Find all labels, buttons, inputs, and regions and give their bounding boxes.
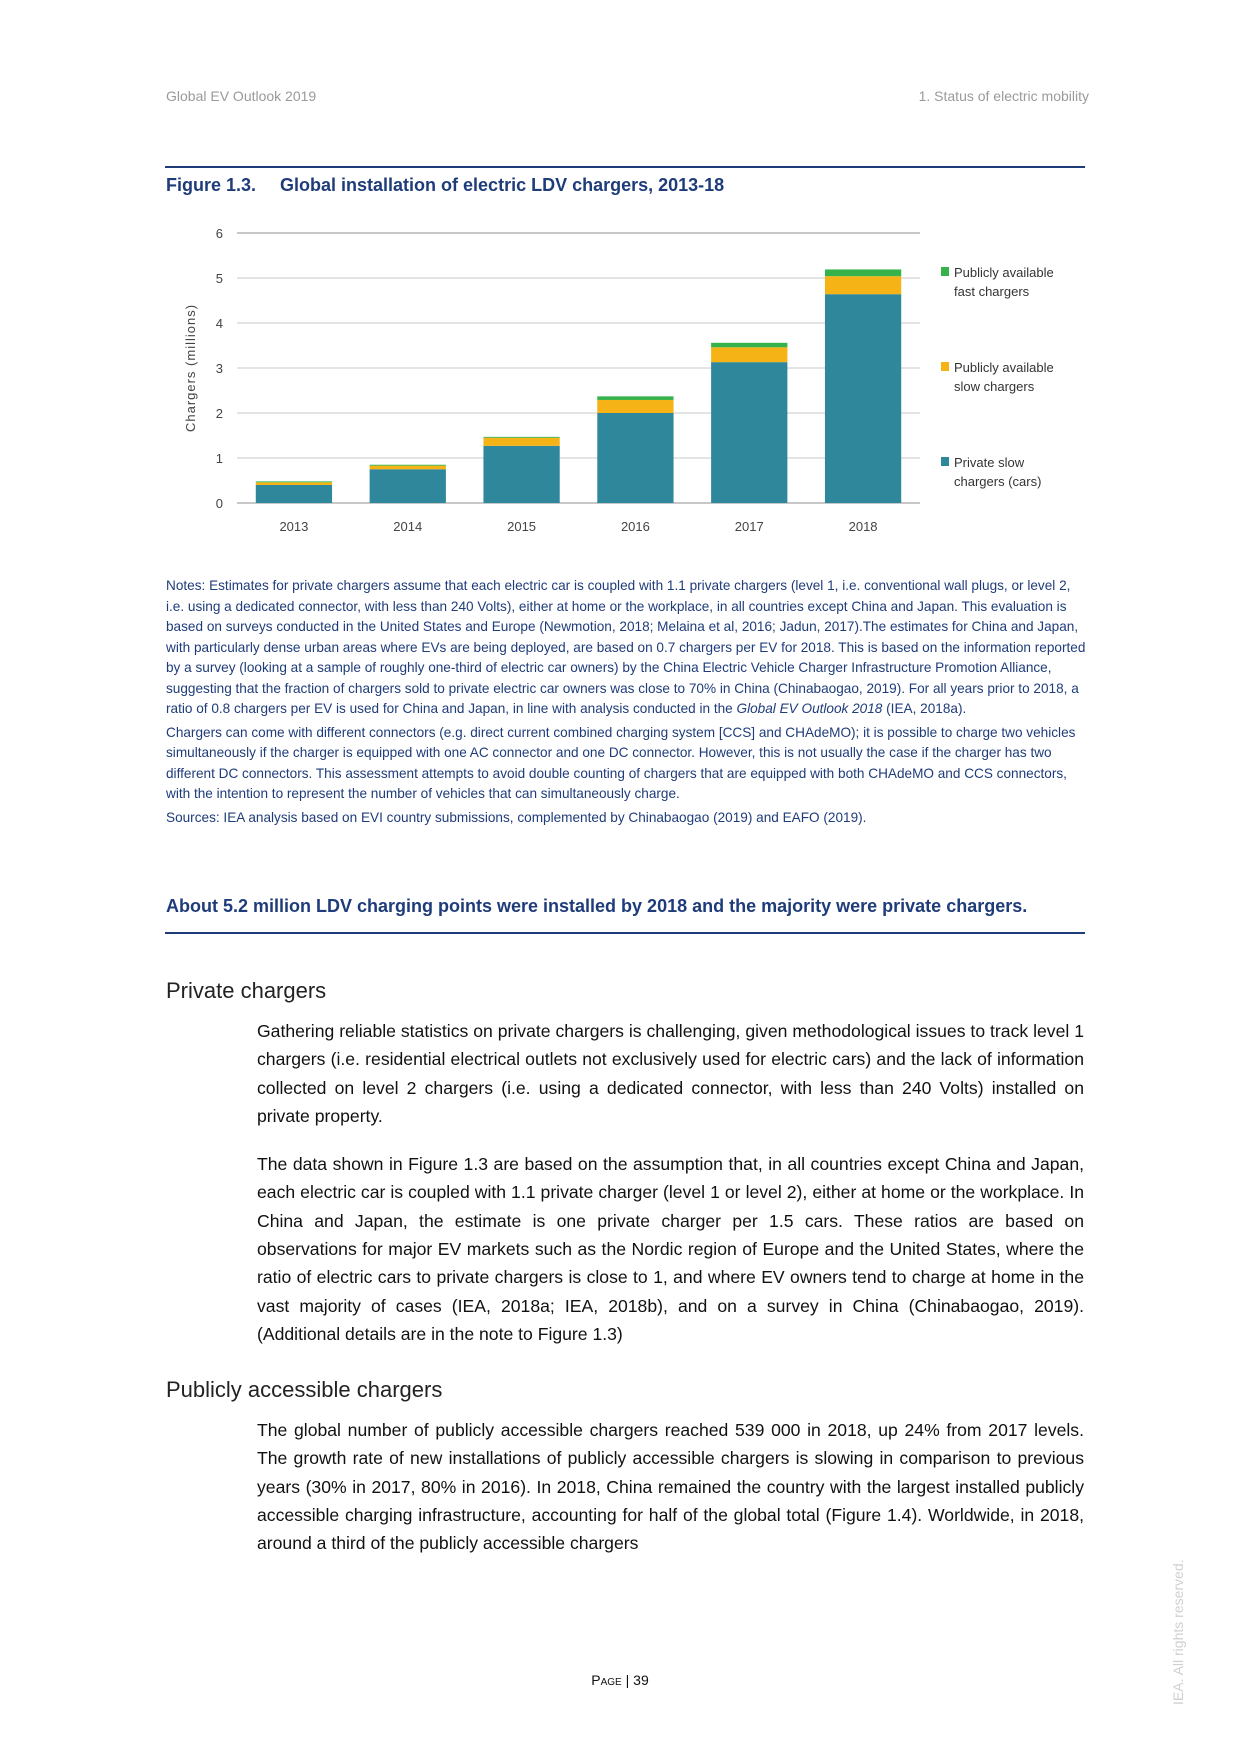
bar-segment — [825, 269, 901, 276]
page-footer — [0, 1672, 1240, 1688]
page-label: Page — [591, 1672, 622, 1688]
body-paragraph: Gathering reliable statistics on private chargers is challenging, given methodological issues to track level 1 chargers (i.e. residential electrical outlets not exclusively used for electric cars) and the lack of information collected on level 2 chargers (i.e. using a dedicated connector, with less than 240 Volts) installed on private property. — [257, 1021, 1084, 1126]
bar-segment — [483, 437, 559, 438]
y-tick-label: 6 — [215, 226, 223, 241]
notes-text: (IEA, 2018a). — [882, 701, 967, 716]
figure-top-rule — [165, 166, 1085, 168]
page-number: 39 — [633, 1672, 649, 1688]
notes-italic-title: Global EV Outlook 2018 — [736, 701, 883, 716]
legend-label: Publicly available slow chargers — [954, 360, 1054, 394]
bar-segment — [256, 481, 332, 482]
page-separator: | — [621, 1672, 634, 1688]
notes-paragraph-1 — [166, 576, 1086, 720]
x-tick-label: 2015 — [507, 519, 537, 534]
bar-segment — [825, 276, 901, 294]
bar-segment — [256, 485, 332, 503]
bar-segment — [711, 343, 787, 348]
figure-title — [166, 175, 748, 196]
section-heading-private: Private chargers — [166, 978, 327, 1003]
x-tick-label: 2014 — [393, 519, 423, 534]
figure-bottom-rule — [165, 932, 1085, 934]
y-axis-title: Chargers (millions) — [183, 303, 198, 433]
y-tick-label: 0 — [215, 496, 223, 511]
x-tick-label: 2017 — [734, 519, 764, 534]
bar-segment — [825, 294, 901, 503]
section-body-public — [257, 1416, 1084, 1577]
bar-segment — [711, 362, 787, 503]
notes-text: Notes: Estimates for private chargers assume that each electric car is coupled with 1.1 private chargers (level 1, i.e. conventional wall plugs, or level 2, i.e. using a dedicated connector, with less than 240 Volts), either at home or the workplace, in all countries except China and Japan. This evaluation is based on surveys conducted in the United States and Europe (Newmotion, 2018; Melaina et al, 2016; Jadun, 2017).The estimates for China and Japan, with particularly dense urban areas where EVs are being deployed, are based on 0.7 chargers per EV for 2018. This is based on the information reported by a survey (looking at a sample of roughly one-third of electric car owners) by the China Electric Vehicle Charger Infrastructure Promotion Alliance, suggesting that the fraction of chargers sold to private electric car owners was close to 70% in China (Chinabaogao, 2019). For all years prior to 2018, a ratio of 0.8 chargers per EV is used for China and Japan, in line with analysis conducted in the — [166, 578, 1086, 716]
figure-caption: Global installation of electric LDV chargers, 2013-18 — [280, 175, 725, 195]
bar-segment — [711, 347, 787, 362]
legend-swatch — [941, 362, 949, 371]
x-tick-label: 2018 — [848, 519, 878, 534]
bar-segment — [370, 469, 446, 503]
x-tick-label: 2016 — [620, 519, 650, 534]
figure-takeaway: About 5.2 million LDV charging points were installed by 2018 and the majority were private chargers. — [166, 896, 1028, 916]
watermark: IEA. All rights reserved. — [1170, 1559, 1186, 1705]
bar-segment — [597, 400, 673, 413]
running-header-title: Global EV Outlook 2019 — [166, 88, 317, 104]
body-paragraph: The global number of publicly accessible chargers reached 539 000 in 2018, up 24% from 2017 levels. The growth rate of new installations of publicly accessible chargers is slowing in comparison to previous years (30% in 2017, 80% in 2016). In 2018, China remained the country with the largest installed publicly accessible charging infrastructure, accounting for half of the global total (Figure 1.4). Worldwide, in 2018, around a third of the publicly accessible chargers — [257, 1420, 1084, 1554]
bar-segment — [370, 465, 446, 466]
y-tick-label: 1 — [215, 451, 223, 466]
bar-segment — [370, 466, 446, 470]
y-tick-label: 4 — [215, 316, 223, 331]
y-tick-label: 5 — [215, 271, 223, 286]
bar-segment — [483, 446, 559, 503]
section-body-private — [257, 1017, 1084, 1368]
section-heading-public: Publicly accessible chargers — [166, 1377, 443, 1402]
notes-sources: Sources: IEA analysis based on EVI country submissions, complemented by Chinabaogao (2019) and EAFO (2019). — [166, 809, 867, 825]
bar-segment — [597, 396, 673, 400]
figure-number: Figure 1.3. — [166, 175, 257, 195]
y-tick-label: 3 — [215, 361, 223, 376]
legend-label: Publicly available fast chargers — [954, 265, 1054, 299]
stacked-bar-chart — [170, 215, 1090, 545]
bar-segment — [256, 482, 332, 485]
legend-label: Private slow chargers (cars) — [954, 455, 1042, 489]
y-tick-label: 2 — [215, 406, 223, 421]
x-tick-label: 2013 — [279, 519, 309, 534]
legend-swatch — [941, 457, 949, 466]
bar-segment — [483, 438, 559, 446]
body-paragraph: The data shown in Figure 1.3 are based on the assumption that, in all countries except China and Japan, each electric car is coupled with 1.1 private charger (level 1 or level 2), either at home or the workplace. In China and Japan, the estimate is one private charger per 1.5 cars. These ratios are based on observations for major EV markets such as the Nordic region of Europe and the United States, where the ratio of electric cars to private chargers is close to 1, and where EV owners tend to charge at home in the vast majority of cases (IEA, 2018a; IEA, 2018b), and on a survey in China (Chinabaogao, 2019). (Additional details are in the note to Figure 1.3) — [257, 1154, 1084, 1344]
bar-segment — [597, 413, 673, 503]
notes-paragraph-2: Chargers can come with different connectors (e.g. direct current combined charging system [CCS] and CHAdeMO); it is possible to charge two vehicles simultaneously if the charger is equipped with one AC connector and one DC connector. However, this is not usually the case if the charger has two different DC connectors. This assessment attempts to avoid double counting of chargers that are equipped with both CHAdeMO and CCS connectors, with the intention to represent the number of vehicles that can simultaneously charge. — [166, 724, 1076, 801]
running-header-chapter: 1. Status of electric mobility — [918, 88, 1089, 104]
figure-notes — [166, 576, 1086, 831]
legend-swatch — [941, 267, 949, 276]
